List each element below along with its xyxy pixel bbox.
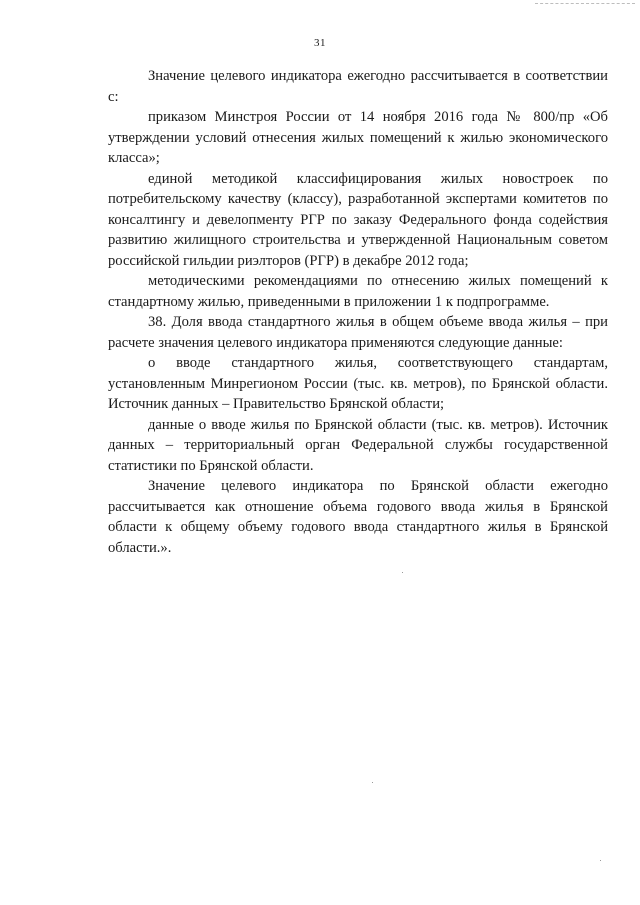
paragraph-minstroy-order: приказом Минстроя России от 14 ноября 2016 года № 800/пр «Об утверждении условий отнесения жилых помещений к жилью экономического класса»;	[108, 109, 608, 166]
scan-speck	[372, 782, 373, 783]
paragraph-indicator-calculation: Значение целевого индикатора по Брянской области ежегодно рассчитывается как отношение объема годового ввода жилья в Брянской области к общему объему годового ввода стандартного жилья в Брянской области.».	[108, 478, 608, 556]
scan-speck	[600, 860, 601, 861]
paragraph-standard-housing-data: о вводе стандартного жилья, соответствующего стандартам, установленным Минрегионом России (тыс. кв. метров), по Брянской области. Источник данных – Правительство Брянской области;	[108, 355, 608, 412]
page-number: 31	[314, 37, 326, 49]
paragraph-classification-method: единой методикой классифицирования жилых новостроек по потребительскому качеству (классу), разработанной экспертами комитетов по консалтингу и девелопменту РГР по заказу Федерального фонда содействия развитию жилищного строительства и утвержденной Национальным советом российской гильдии риэлторов (РГР) в декабре 2012 года;	[108, 170, 608, 269]
paragraph-methodical-recommendations: методическими рекомендациями по отнесению жилых помещений к стандартному жилью, приведенными в приложении 1 к подпрограмме.	[108, 273, 608, 310]
paragraph-item-38: 38. Доля ввода стандартного жилья в общем объеме ввода жилья – при расчете значения целевого индикатора применяются следующие данные:	[108, 314, 608, 351]
scan-edge-mark	[535, 3, 635, 5]
scan-speck	[402, 572, 403, 573]
paragraph-indicator-intro: Значение целевого индикатора ежегодно рассчитывается в соответствии с:	[108, 68, 608, 105]
document-body	[108, 66, 608, 558]
paragraph-housing-input-data: данные о вводе жилья по Брянской области (тыс. кв. метров). Источник данных – территориальный орган Федеральной службы государственной статистики по Брянской области.	[108, 416, 608, 474]
